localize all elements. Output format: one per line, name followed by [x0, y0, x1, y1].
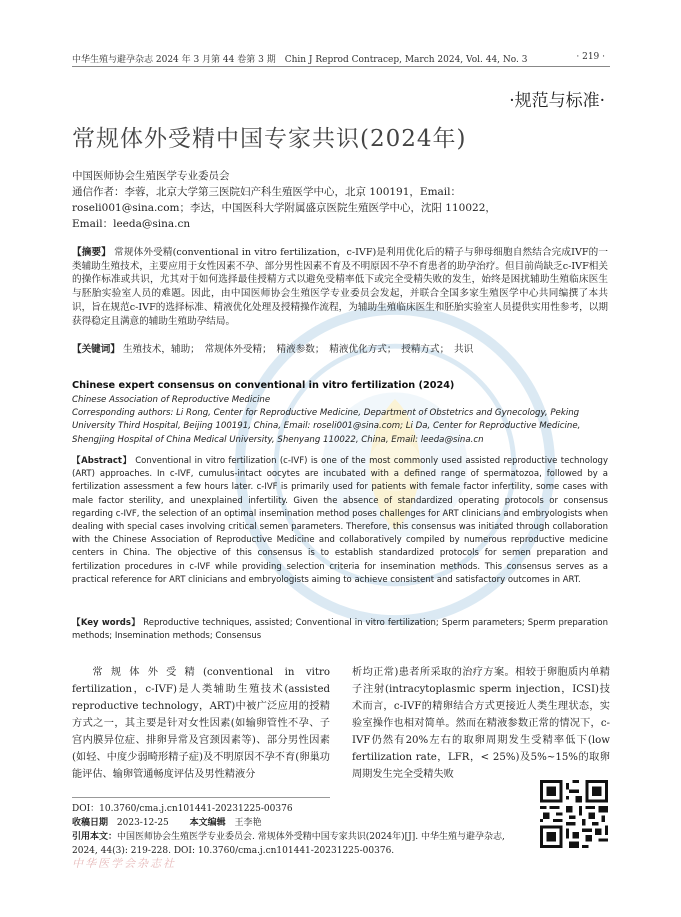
corresponding-line-3: Email：leeda@sina.cn [72, 218, 191, 230]
corresponding-line-2: roseli001@sina.com；李达，中国医科大学附属盛京医院生殖医学中心，沈阳 110022， [72, 202, 496, 214]
keywords-cn [72, 343, 608, 357]
citation-label: 引用本文： [72, 832, 118, 842]
citation [72, 830, 532, 858]
english-abstract-text: Conventional in vitro fertilization (c-IVF) is one of the most commonly used assisted reproductive technology (ART) approaches. In c-IVF, cumulus-intact oocytes are incubated with a defined range of spermatozoa, followed by a fertilization assessment a few hours later. c-IVF is primarily used for patients with female factor infertility, some cases with male factor sterility, and unexplained infertility. Given the absence of standardized operating protocols or consensus regarding c-IVF, the selection of an optimal insemination method poses challenges for ART clinicians and embryologists when dealing with special cases involving critical semen parameters. Therefore, this consensus was initiated through collaboration with the Chinese Association of Reproductive Medicine and collaboratively compiled by numerous reproductive medicine centers in China. The objective of this consensus is to establish standardized protocols for semen preparation and fertilization procedures in c-IVF while providing selection criteria for insemination methods. This consensus serves as a practical reference for ART clinicians and embryologists aiming to achieve consistent and satisfactory outcomes in ART. [72, 456, 608, 585]
english-abstract-label: 【Abstract】 [72, 456, 132, 466]
english-keywords [72, 617, 608, 643]
body-column-left: 常规体外受精(conventional in vitro fertilization，c-IVF)是人类辅助生殖技术(assisted reproductive technology，ART)中被广泛应用的授精方式之一，其主要是针对女性因素(如输卵管性不孕、子宫内膜异位症、排卵异常及宫颈因素等)、部分男性因素(如轻、中度少弱畸形精子症)及不明原因不孕不育(卵巢功能评估、输卵管通畅度评估及男性精液分 [72, 667, 330, 780]
english-corresponding: Corresponding authors: Li Rong, Center for Reproductive Medicine, Department of Obstetrics and Gynecology, Peking University Third Hospital, Beijing 100191, China, Email: roseli001@sina.com; Li Da, Center for Reproductive Medicine, Shengjing Hospital of China Medical University, Shenyang 110022, China, Email: leeda@sina.cn [72, 408, 581, 445]
body-column-right: 析均正常)患者所采取的治疗方案。相较于卵胞质内单精子注射(intracytoplasmic sperm injection，ICSI)技术而言，c-IVF的精卵结合方式更接近人类生理状态，实验室操作也相对简单。然而在精液参数正常的情况下，c-IVF仍然有20%左右的取卵周期发生受精率低下(low fertilization rate，LFR，< 25%)及5%~15%的取卵周期发生完全受精失败 [352, 667, 610, 780]
abstract-cn-text: 常规体外受精(conventional in vitro fertilization，c-IVF)是利用优化后的精子与卵母细胞自然结合完成IVF的一类辅助生殖技术，主要应用于女性因素不孕、部分男性因素不育及不明原因不孕不育患者的助孕治疗。但目前尚缺乏c-IVF相关的操作标准或共识，尤其对于如何选择最佳授精方式以避免受精率低下或完全受精失败的发生，始终是困扰辅助生殖临床医生与胚胎实验室人员的难题。因此，由中国医师协会生殖医学专业委员会发起，并联合全国多家生殖医学中心共同编撰了本共识，旨在规范c-IVF的选择标准、精液优化处理及授精操作流程，为辅助生殖临床医生和胚胎实验室人员提供实用性参考，以期获得稳定且满意的辅助生殖助孕结局。 [72, 247, 608, 327]
running-header: 中华生殖与避孕杂志 2024 年 3 月第 44 卷第 3 期 Chin J Reprod Contracep, March 2024, Vol. 44, No. 3 [72, 55, 528, 65]
received-label: 收稿日期 [72, 818, 109, 828]
english-keywords-label: 【Key words】 [72, 618, 141, 628]
editor-value: 王李艳 [234, 818, 262, 828]
publisher-watermark: 中华医学会杂志社 [72, 857, 176, 870]
header-rule [72, 66, 610, 67]
english-org: Chinese Association of Reproductive Medicine [72, 395, 271, 405]
keywords-cn-text: 生殖技术，辅助； 常规体外受精； 精液参数； 精液优化方式； 授精方式； 共识 [123, 344, 474, 355]
page-number: · 219 · [576, 52, 605, 62]
received-date [72, 816, 262, 830]
abstract-cn [72, 246, 608, 328]
corresponding-line-1: 通信作者：李蓉，北京大学第三医院妇产科生殖医学中心，北京 100191，Email： [72, 186, 462, 198]
qr-code[interactable] [540, 780, 608, 848]
english-title: Chinese expert consensus on conventional in vitro fertilization (2024) [72, 380, 455, 391]
abstract-cn-label: 【摘要】 [72, 247, 111, 258]
doi: DOI：10.3760/cma.j.cn101441-20231225-00376 [72, 804, 293, 814]
keywords-cn-label: 【关键词】 [72, 344, 120, 355]
editor-label: 本文编辑 [189, 818, 226, 828]
footnote-rule [72, 797, 330, 798]
english-keywords-text: Reproductive techniques, assisted; Conventional in vitro fertilization; Sperm parameters; Sperm preparation methods; Insemination methods; Consensus [72, 618, 608, 642]
english-abstract [72, 455, 608, 587]
article-title: 常规体外受精中国专家共识(2024年) [72, 126, 467, 152]
received-value: 2023-12-25 [116, 818, 169, 828]
section-label: ·规范与标准· [509, 91, 605, 111]
citation-text: 中国医师协会生殖医学专业委员会. 常规体外受精中国专家共识(2024年)[J]. 中华生殖与避孕杂志, 2024, 44(3): 219-228. DOI: 10.3760/cma.j.cn101441-20231225-00376. [72, 832, 505, 856]
author-org: 中国医师协会生殖医学专业委员会 [72, 170, 230, 182]
